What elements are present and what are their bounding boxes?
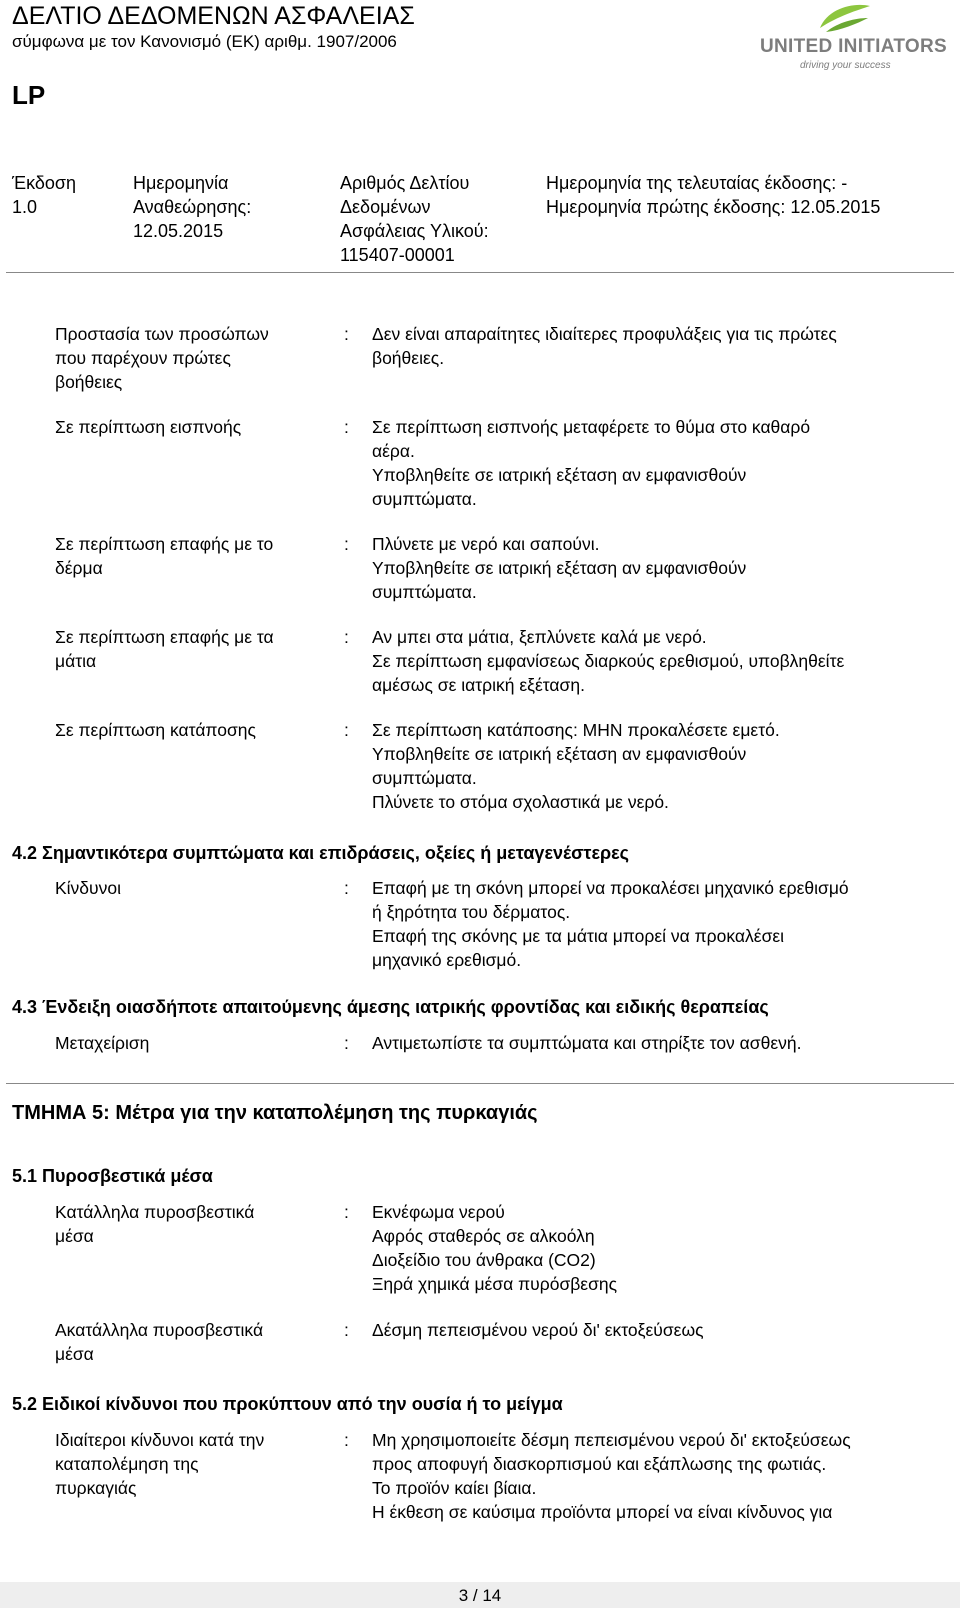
row-label <box>55 718 325 742</box>
value-line: συμπτώματα. <box>372 489 477 509</box>
issue-dates-block <box>546 171 880 219</box>
label-line: Μεταχείριση <box>55 1033 150 1053</box>
colon: : <box>344 720 349 740</box>
value-line: προς αποφυγή διασκορπισμού και εξάπλωσης της φωτιάς. <box>372 1454 827 1474</box>
version-label: Έκδοση <box>12 173 77 193</box>
label-line: Κατάλληλα πυροσβεστικά <box>55 1202 255 1222</box>
value-line: συμπτώματα. <box>372 582 477 602</box>
product-name: LP <box>12 80 46 110</box>
row-value <box>372 718 947 814</box>
revision-date: 12.05.2015 <box>133 221 224 241</box>
value-line: αέρα. <box>372 441 415 461</box>
row-label <box>55 415 325 439</box>
colon: : <box>344 417 349 437</box>
row-value <box>372 876 947 972</box>
colon: : <box>344 1320 349 1340</box>
row-label <box>55 1200 325 1248</box>
label-line: Ακατάλληλα πυροσβεστικά <box>55 1320 264 1340</box>
colon: : <box>344 627 349 647</box>
label-line: καταπολέμηση της <box>55 1454 199 1474</box>
sds-number-block <box>340 171 489 267</box>
row-value <box>372 532 947 604</box>
last-issue-date: Ημερομηνία της τελευταίας έκδοσης: - <box>546 173 848 193</box>
value-line: Υποβληθείτε σε ιατρική εξέταση αν εμφανισθούν <box>372 744 747 764</box>
label-line: μέσα <box>55 1226 94 1246</box>
row-value <box>372 415 947 511</box>
value-line: αμέσως σε ιατρική εξέταση. <box>372 675 585 695</box>
label-line: που παρέχουν πρώτες <box>55 348 231 368</box>
label-line: Σε περίπτωση εισπνοής <box>55 417 242 437</box>
value-line: βοήθειες. <box>372 348 445 368</box>
heading-5-2: 5.2 Ειδικοί κίνδυνοι που προκύπτουν από την ουσία ή το μείγμα <box>12 1394 563 1414</box>
row-label <box>55 1031 325 1055</box>
label-line: βοήθειες <box>55 372 123 392</box>
value-line: Αφρός σταθερός σε αλκοόλη <box>372 1226 595 1246</box>
label-line: Προστασία των προσώπων <box>55 324 269 344</box>
colon: : <box>344 324 349 344</box>
value-line: Η έκθεση σε καύσιμα προϊόντα μπορεί να είναι κίνδυνος για <box>372 1502 833 1522</box>
heading-4-2: 4.2 Σημαντικότερα συμπτώματα και επιδράσεις, οξείες ή μεταγενέστερες <box>12 843 630 863</box>
row-value <box>372 1200 947 1296</box>
page-number: 3 / 14 <box>458 1586 502 1605</box>
colon: : <box>344 878 349 898</box>
value-line: Αν μπει στα μάτια, ξεπλύνετε καλά με νερό. <box>372 627 707 647</box>
row-label <box>55 625 325 673</box>
value-line: Επαφή με τη σκόνη μπορεί να προκαλέσει μηχανικό ερεθισμό <box>372 878 849 898</box>
row-value <box>372 625 947 697</box>
colon: : <box>344 534 349 554</box>
label-line: Σε περίπτωση επαφής με το <box>55 534 274 554</box>
sds-label-3: Ασφάλειας Υλικού: <box>340 221 489 241</box>
value-line: Σε περίπτωση εισπνοής μεταφέρετε το θύμα στο καθαρό <box>372 417 811 437</box>
colon: : <box>344 1430 349 1450</box>
revision-block <box>133 171 251 243</box>
value-line: μηχανικό ερεθισμό. <box>372 950 522 970</box>
value-line: Υποβληθείτε σε ιατρική εξέταση αν εμφανισθούν <box>372 558 747 578</box>
sds-label-1: Αριθμός Δελτίου <box>340 173 470 193</box>
label-line: μέσα <box>55 1344 94 1364</box>
leaf-icon <box>814 2 874 36</box>
logo-wordmark: UNITED INITIATORS <box>760 36 948 57</box>
version-value: 1.0 <box>12 197 38 217</box>
document-title: ΔΕΛΤΙΟ ΔΕΔΟΜΕΝΩΝ ΑΣΦΑΛΕΙΑΣ <box>12 2 415 30</box>
version-block <box>12 171 76 219</box>
value-line: Πλύνετε το στόμα σχολαστικά με νερό. <box>372 792 669 812</box>
sds-number: 115407-00001 <box>340 245 455 265</box>
row-value <box>372 1031 947 1055</box>
section-5-title: ΤΜΗΜΑ 5: Μέτρα για την καταπολέμηση της πυρκαγιάς <box>12 1102 538 1124</box>
label-line: μάτια <box>55 651 97 671</box>
heading-4-3: 4.3 Ένδειξη οιασδήποτε απαιτούμενης άμεσης ιατρικής φροντίδας και ειδικής θεραπείας <box>12 997 769 1017</box>
row-value <box>372 1318 947 1342</box>
revision-label-2: Αναθεώρησης: <box>133 197 252 217</box>
heading-5-1: 5.1 Πυροσβεστικά μέσα <box>12 1166 213 1186</box>
logo-tagline: driving your success <box>800 60 891 71</box>
colon: : <box>344 1202 349 1222</box>
label-line: Κίνδυνοι <box>55 878 121 898</box>
first-issue-date: Ημερομηνία πρώτης έκδοσης: 12.05.2015 <box>546 197 881 217</box>
row-label <box>55 876 325 900</box>
value-line: Πλύνετε με νερό και σαπούνι. <box>372 534 600 554</box>
header-divider <box>6 272 954 273</box>
value-line: Αντιμετωπίστε τα συμπτώματα και στηρίξτε τον ασθενή. <box>372 1033 802 1053</box>
row-label <box>55 322 325 394</box>
value-line: συμπτώματα. <box>372 768 477 788</box>
regulation-subtitle: σύμφωνα με τον Κανονισμό (ΕΚ) αριθμ. 1907/2006 <box>12 32 397 51</box>
label-line: Σε περίπτωση επαφής με τα <box>55 627 274 647</box>
value-line: Ξηρά χημικά μέσα πυρόσβεσης <box>372 1274 618 1294</box>
value-line: Μη χρησιμοποιείτε δέσμη πεπεισμένου νερού δι' εκτοξεύσεως <box>372 1430 851 1450</box>
value-line: Σε περίπτωση εμφανίσεως διαρκούς ερεθισμού, υποβληθείτε <box>372 651 845 671</box>
row-value <box>372 322 947 370</box>
value-line: ή ξηρότητα του δέρματος. <box>372 902 571 922</box>
label-line: Σε περίπτωση κατάποσης <box>55 720 256 740</box>
value-line: Δέσμη πεπεισμένου νερού δι' εκτοξεύσεως <box>372 1320 704 1340</box>
revision-label: Ημερομηνία <box>133 173 229 193</box>
label-line: δέρμα <box>55 558 103 578</box>
value-line: Το προϊόν καίει βίαια. <box>372 1478 537 1498</box>
company-logo <box>760 2 950 74</box>
value-line: Δεν είναι απαραίτητες ιδιαίτερες προφυλάξεις για τις πρώτες <box>372 324 837 344</box>
label-line: Ιδιαίτεροι κίνδυνοι κατά την <box>55 1430 265 1450</box>
value-line: Υποβληθείτε σε ιατρική εξέταση αν εμφανισθούν <box>372 465 747 485</box>
sds-label-2: Δεδομένων <box>340 197 431 217</box>
row-label <box>55 1318 325 1366</box>
row-value <box>372 1428 947 1524</box>
value-line: Σε περίπτωση κατάποσης: ΜΗΝ προκαλέσετε εμετό. <box>372 720 780 740</box>
section-divider <box>6 1083 954 1084</box>
value-line: Εκνέφωμα νερού <box>372 1202 505 1222</box>
colon: : <box>344 1033 349 1053</box>
label-line: πυρκαγιάς <box>55 1478 137 1498</box>
row-label <box>55 532 325 580</box>
value-line: Επαφή της σκόνης με τα μάτια μπορεί να προκαλέσει <box>372 926 785 946</box>
row-label <box>55 1428 325 1500</box>
value-line: Διοξείδιο του άνθρακα (CO2) <box>372 1250 596 1270</box>
